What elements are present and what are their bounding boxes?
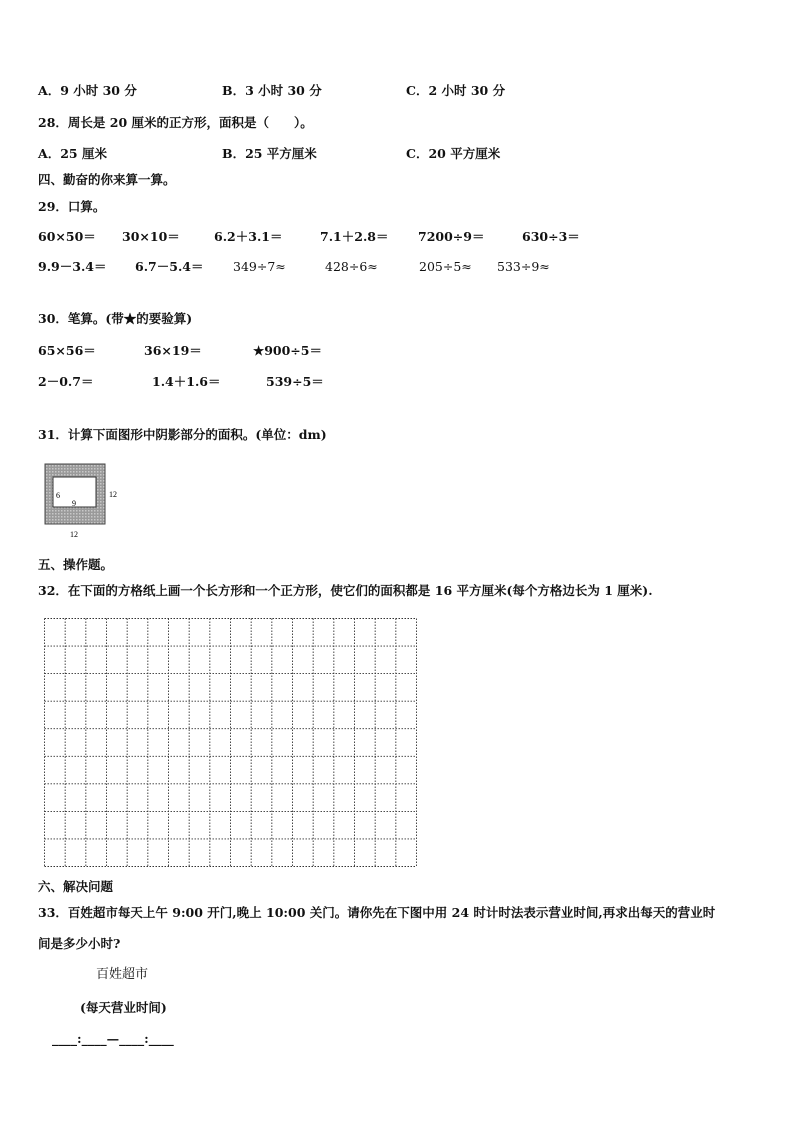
inner-height-label: 6 <box>56 491 60 500</box>
q29-item: 30×10＝ <box>122 229 180 244</box>
q28-option-a: A．25 厘米 <box>38 146 107 161</box>
outer-width-label: 12 <box>70 530 78 539</box>
square-grid-paper[interactable] <box>43 617 418 869</box>
q29-item: 6.7－5.4＝ <box>135 259 204 274</box>
q29-item: 349÷7≈ <box>233 259 286 274</box>
q29-item: 60×50＝ <box>38 229 96 244</box>
q28-stem: 28．周长是 20 厘米的正方形，面积是（ ）。 <box>38 115 313 130</box>
shaded-area-figure <box>43 462 133 544</box>
q32-title: 32．在下面的方格纸上画一个长方形和一个正方形，使它们的面积都是 16 平方厘米(每个方格边长为 1 厘米). <box>38 583 653 598</box>
q31-title: 31．计算下面图形中阴影部分的面积。(单位：dm) <box>38 427 327 442</box>
sign-title: 百姓超市 <box>96 967 149 982</box>
q27-option-c: C．2 小时 30 分 <box>406 83 506 98</box>
q29-item: 630÷3＝ <box>522 229 580 244</box>
q29-item: 533÷9≈ <box>497 259 550 274</box>
q30-item: 65×56＝ <box>38 343 96 358</box>
outer-height-label: 12 <box>109 490 117 499</box>
sign-subtitle: (每天营业时间) <box>80 1000 167 1015</box>
q27-option-b: B．3 小时 30 分 <box>222 83 322 98</box>
q30-title: 30．笔算。(带★的要验算) <box>38 311 193 326</box>
hours-blank[interactable]: ____:____—____:____ <box>52 1031 174 1046</box>
q27-option-a: A．9 小时 30 分 <box>38 83 137 98</box>
q33-text-line2: 间是多少小时? <box>38 936 121 951</box>
q29-item: 7200÷9＝ <box>418 229 485 244</box>
section-5-heading: 五、操作题。 <box>38 557 114 572</box>
q28-option-b: B．25 平方厘米 <box>222 146 317 161</box>
q29-item: 9.9－3.4＝ <box>38 259 107 274</box>
section-4-heading: 四、勤奋的你来算一算。 <box>38 172 176 187</box>
section-6-heading: 六、解决问题 <box>38 879 114 894</box>
q30-item: 2－0.7＝ <box>38 374 94 389</box>
q30-item: ★900÷5＝ <box>253 343 322 358</box>
q33-text-line1: 33．百姓超市每天上午 9:00 开门,晚上 10:00 关门。请你先在下图中用 24 时计时法表示营业时间,再求出每天的营业时 <box>38 905 716 920</box>
q28-option-c: C．20 平方厘米 <box>406 146 501 161</box>
q29-item: 7.1＋2.8＝ <box>320 229 389 244</box>
q30-item: 1.4＋1.6＝ <box>152 374 221 389</box>
q29-item: 428÷6≈ <box>325 259 378 274</box>
q30-item: 36×19＝ <box>144 343 202 358</box>
q29-title: 29．口算。 <box>38 199 106 214</box>
q30-item: 539÷5＝ <box>266 374 324 389</box>
q29-item: 6.2＋3.1＝ <box>214 229 283 244</box>
q29-item: 205÷5≈ <box>419 259 472 274</box>
inner-width-label: 9 <box>72 499 76 508</box>
